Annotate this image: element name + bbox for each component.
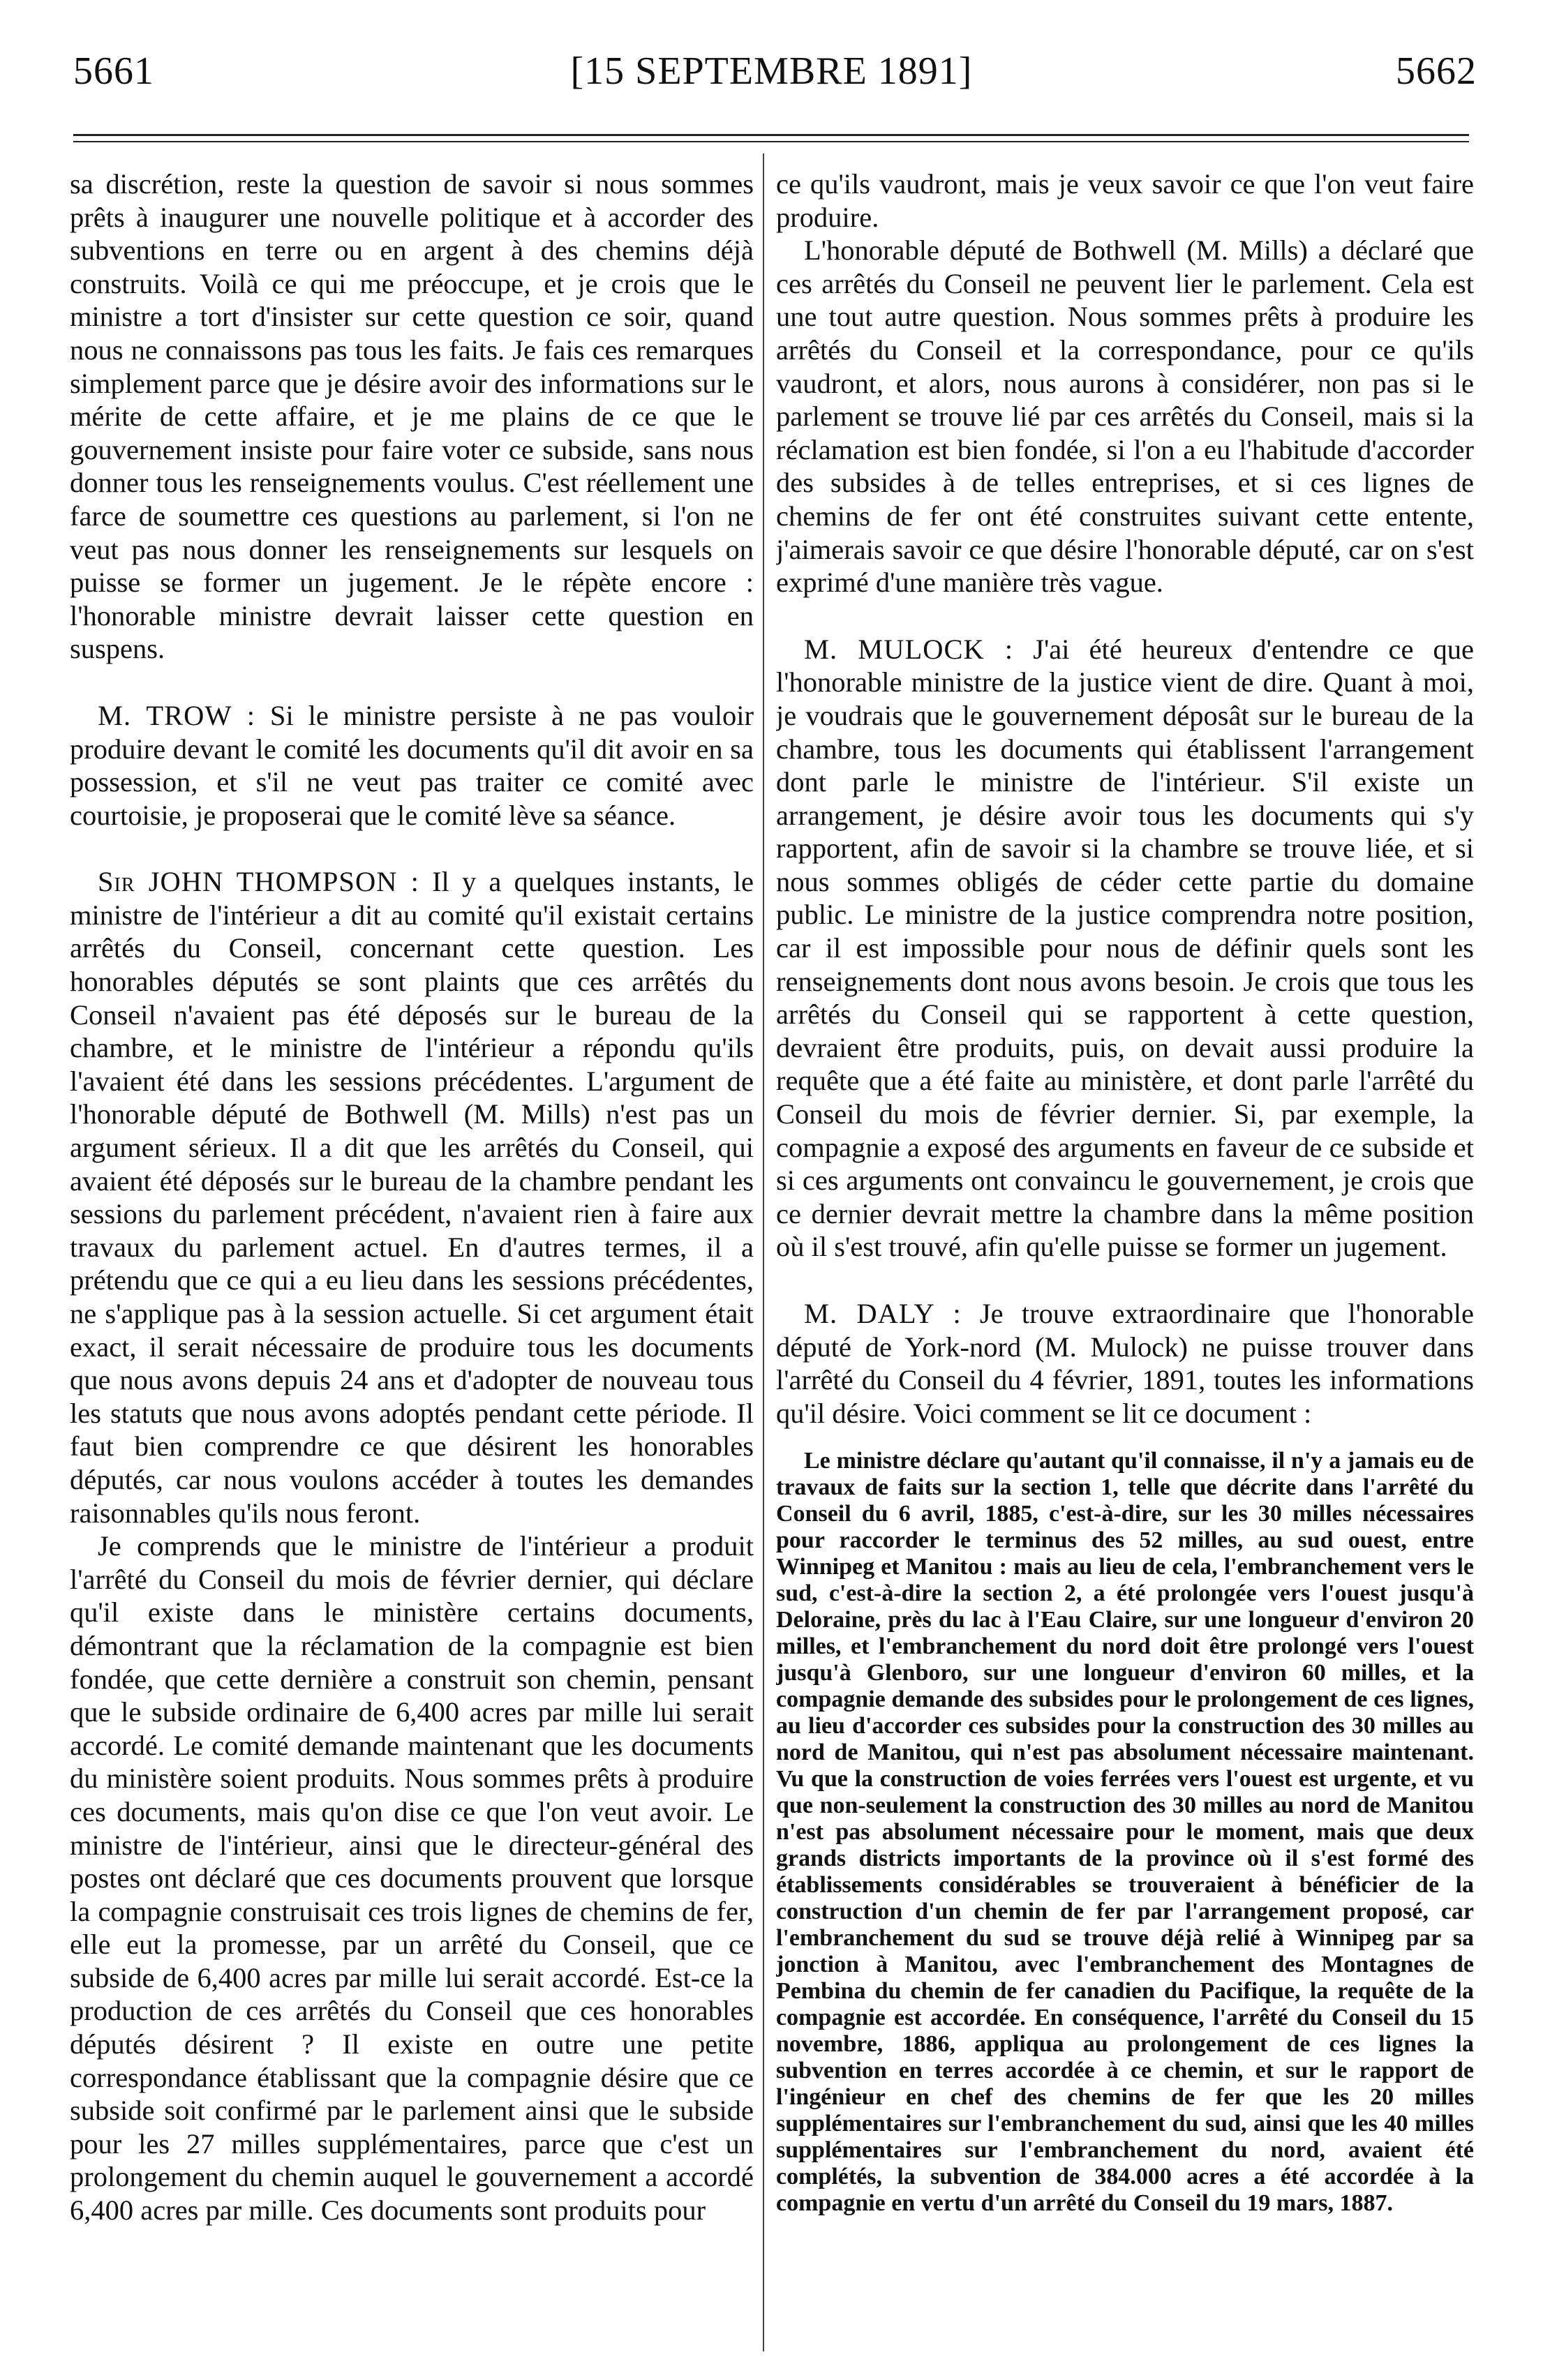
page-number-right: 5662 [1396,50,1477,93]
quoted-order-in-council: Le ministre déclare qu'autant qu'il connaisse, il n'y a jamais eu de travaux de faits sur la section 1, telle que décrite dans l'arrêté du Conseil du 6 avril, 1885, c'est-à-dire, sur les 30 milles nécessaires pour raccorder le terminus des 52 milles, au sud ouest, entre Winnipeg et Manitou : mais au lieu de cela, l'embranchement vers le sud, c'est-à-dire la section 2, a été prolongée vers l'ouest jusqu'à Deloraine, près du lac à l'Eau Claire, sur une longueur d'environ 20 milles, et l'embranchement du nord doit être prolongé vers l'ouest jusqu'à Glenboro, sur une longueur d'environ 60 milles, et la compagnie demande des subsides pour le prolongement de ces lignes, au lieu d'accorder ces subsides pour la construction des 30 milles au nord de Manitou, qui n'est pas absolument nécessaire maintenant. Vu que la construction de voies ferrées vers l'ouest est urgente, et vu que non-seulement la construction des 30 milles au nord de Manitou n'est pas absolument nécessaire pour le moment, mais que deux grands districts importants de la province où il s'est formé des établissements considérables se trouveraient à bénéficier de la construction d'un chemin de fer par l'arrangement proposé, car l'embranchement du sud se trouve déjà relié à Winnipeg par sa jonction à Manitou, avec l'embranchement des Montagnes de Pembina du chemin de fer canadien du Pacifique, la requête de la compagnie est accordée. En conséquence, l'arrêté du Conseil du 15 novembre, 1886, appliqua au prolongement de ces lignes la subvention en terres accordée à ce chemin, et sur le rapport de l'ingénieur en chef des chemins de fer que les 20 milles supplémentaires sur l'embranchement du sud, ainsi que les 40 milles supplémentaires sur l'embranchement du nord, avaient été complétés, la subvention de 384.000 acres a été accordée à la compagnie en vertu d'un arrêté du Conseil du 19 mars, 1887. [776,1448,1474,2217]
header-rule-bottom [73,141,1469,142]
speech-text: Je trouve extraordinaire que l'honorable député de York-nord (M. Mulock) ne puisse trouver dans l'arrêté du Conseil du 4 février, 1891, toutes les informations qu'il désire. Voici comment se lit ce document : [776,1298,1474,1429]
paragraph-thompson-bothwell: L'honorable député de Bothwell (M. Mills) a déclaré que ces arrêtés du Conseil ne peuvent lier le parlement. Cela est une tout autre question. Nous sommes prêts à produire les arrêtés du Conseil et la correspondance, pour ce qu'ils vaudront, et alors, nous aurons à considérer, non pas si le parlement se trouve lié par ces arrêtés du Conseil, mais si la réclamation est bien fondée, si l'on a eu l'habitude d'accorder des subsides à de telles entreprises, et si ces lignes de chemins de fer ont été construites suivant cette entente, j'aimerais savoir ce que désire l'honorable député, car on s'est exprimé d'une manière très vague. [776,234,1474,599]
column-divider [763,154,764,2351]
paragraph-mulock [776,633,1474,1264]
speech-text: J'ai été heureux d'entendre ce que l'honorable ministre de la justice vient de dire. Quant à moi, je voudrais que le gouvernement déposât sur le bureau de la chambre, tous les documents qui établissent l'arrangement dont parle le ministre de l'intérieur. S'il existe un arrangement, je désire avoir tous les documents qui s'y rapportent, afin de savoir si la chambre se trouve liée, et si nous sommes obligés de céder cette partie du domaine public. Le ministre de la justice comprendra notre position, car il est impossible pour nous de définir quels sont les renseignements dont nous avons besoin. Je crois que tous les arrêtés du Conseil qui se rapportent à cette question, devraient être produits, puis, on devait aussi produire la requête que a été faite au ministère, et dont parle l'arrêté du Conseil du mois de février dernier. Si, par exemple, la compagnie a exposé des arguments en faveur de ce subside et si ces arguments ont convaincu le gouvernement, je crois que ce dernier devrait mettre la chambre dans la même position où il s'est trouvé, afin qu'elle puisse se former un jugement. [776,633,1474,1263]
speaker-name: M. TROW : [98,699,255,731]
paragraph-continuation: sa discrétion, reste la question de savoir si nous sommes prêts à inaugurer une nouvelle politique et à accorder des subventions en terre ou en argent à des chemins déjà construits. Voilà ce qui me préoccupe, et je crois que le ministre a tort d'insister sur cette question ce soir, quand nous ne connaissons pas tous les faits. Je fais ces remarques simplement parce que je désire avoir des informations sur le mérite de cette affaire, et je me plains de ce que le gouvernement insiste pour faire voter ce subside, sans nous donner tous les renseignements voulus. C'est réellement une farce de soumettre ces questions au parlement, si l'on ne veut pas nous donner les renseignements sur lesquels on puisse se former un jugement. Je le répète encore : l'honorable ministre devrait laisser cette question en suspens. [70,168,754,665]
paragraph-thompson [70,865,754,1529]
paragraph-thompson-continued: Je comprends que le ministre de l'intérieur a produit l'arrêté du Conseil du mois de février dernier, qui déclare qu'il existe dans le ministère certains documents, démontrant que la réclamation de la compagnie est bien fondée, que cette dernière a construit son chemin, pensant que le subside ordinaire de 6,400 acres par mille lui serait accordé. Le comité demande maintenant que les documents du ministère soient produits. Nous sommes prêts à produire ces documents, mais qu'on dise ce que l'on veut avoir. Le ministre de l'intérieur, ainsi que le directeur-général des postes ont déclaré que ces documents prouvent que lorsque la compagnie construisait ces trois lignes de chemins de fer, elle eut la promesse, par un arrêté du Conseil, que ce subside de 6,400 acres par mille lui serait accordé. Est-ce la production de ces arrêtés du Conseil que ces honorables députés désirent ? Il existe en outre une petite correspondance établissant que la compagnie désire que ce subside soit confirmé par le parlement ainsi que le subside pour les 27 milles supplémentaires, parce que c'est un prolongement du chemin auquel le gouvernement a accordé 6,400 acres par mille. Ces documents sont produits pour [70,1530,754,2226]
paragraph-trow [70,699,754,832]
speech-text: Il y a quelques instants, le ministre de l'intérieur a dit au comité qu'il existait certains arrêtés du Conseil, concernant cette question. Les honorables députés se sont plaints que ces arrêtés du Conseil n'avaient pas été déposés sur le bureau de la chambre, et le ministre de l'intérieur a répondu qu'ils l'avaient été dans les sessions précédentes. L'argument de l'honorable député de Bothwell (M. Mills) n'est pas un argument sérieux. Il a dit que les arrêtés du Conseil, qui avaient été déposés sur le bureau de la chambre pendant les sessions du parlement précédent, n'avaient rien à faire aux travaux du parlement actuel. En d'autres termes, il a prétendu que ce qui a eu lieu dans les sessions précédentes, ne s'applique pas à la session actuelle. Si cet argument était exact, il serait nécessaire de produire tous les documents que nous avons depuis 24 ans et d'adopter de nouveau tous les statuts que nous avons adoptés pendant cette période. Il faut bien comprendre ce que désirent les honorables députés, car nous voulons accéder à toutes les demandes raisonnables qu'ils nous feront. [70,866,754,1529]
paragraph-daly [776,1297,1474,1430]
paragraph-continuation: ce qu'ils vaudront, mais je veux savoir ce que l'on veut faire produire. [776,168,1474,233]
header-rule-top [73,134,1469,136]
speaker-name: Sir JOHN THOMPSON : [98,866,419,898]
page-number-left: 5661 [73,50,154,93]
speaker-name: M. MULOCK : [804,633,1014,665]
speaker-name: M. DALY : [804,1298,962,1329]
right-column [776,167,1474,2344]
session-date: [15 SEPTEMBRE 1891] [570,50,973,93]
left-column [70,167,754,2344]
speech-text: Si le ministre persiste à ne pas vouloir produire devant le comité les documents qu'il dit avoir en sa possession, et s'il ne veut pas traiter ce comité avec courtoisie, je proposerai que le comité lève sa séance. [70,699,754,831]
page-header [0,49,1543,105]
